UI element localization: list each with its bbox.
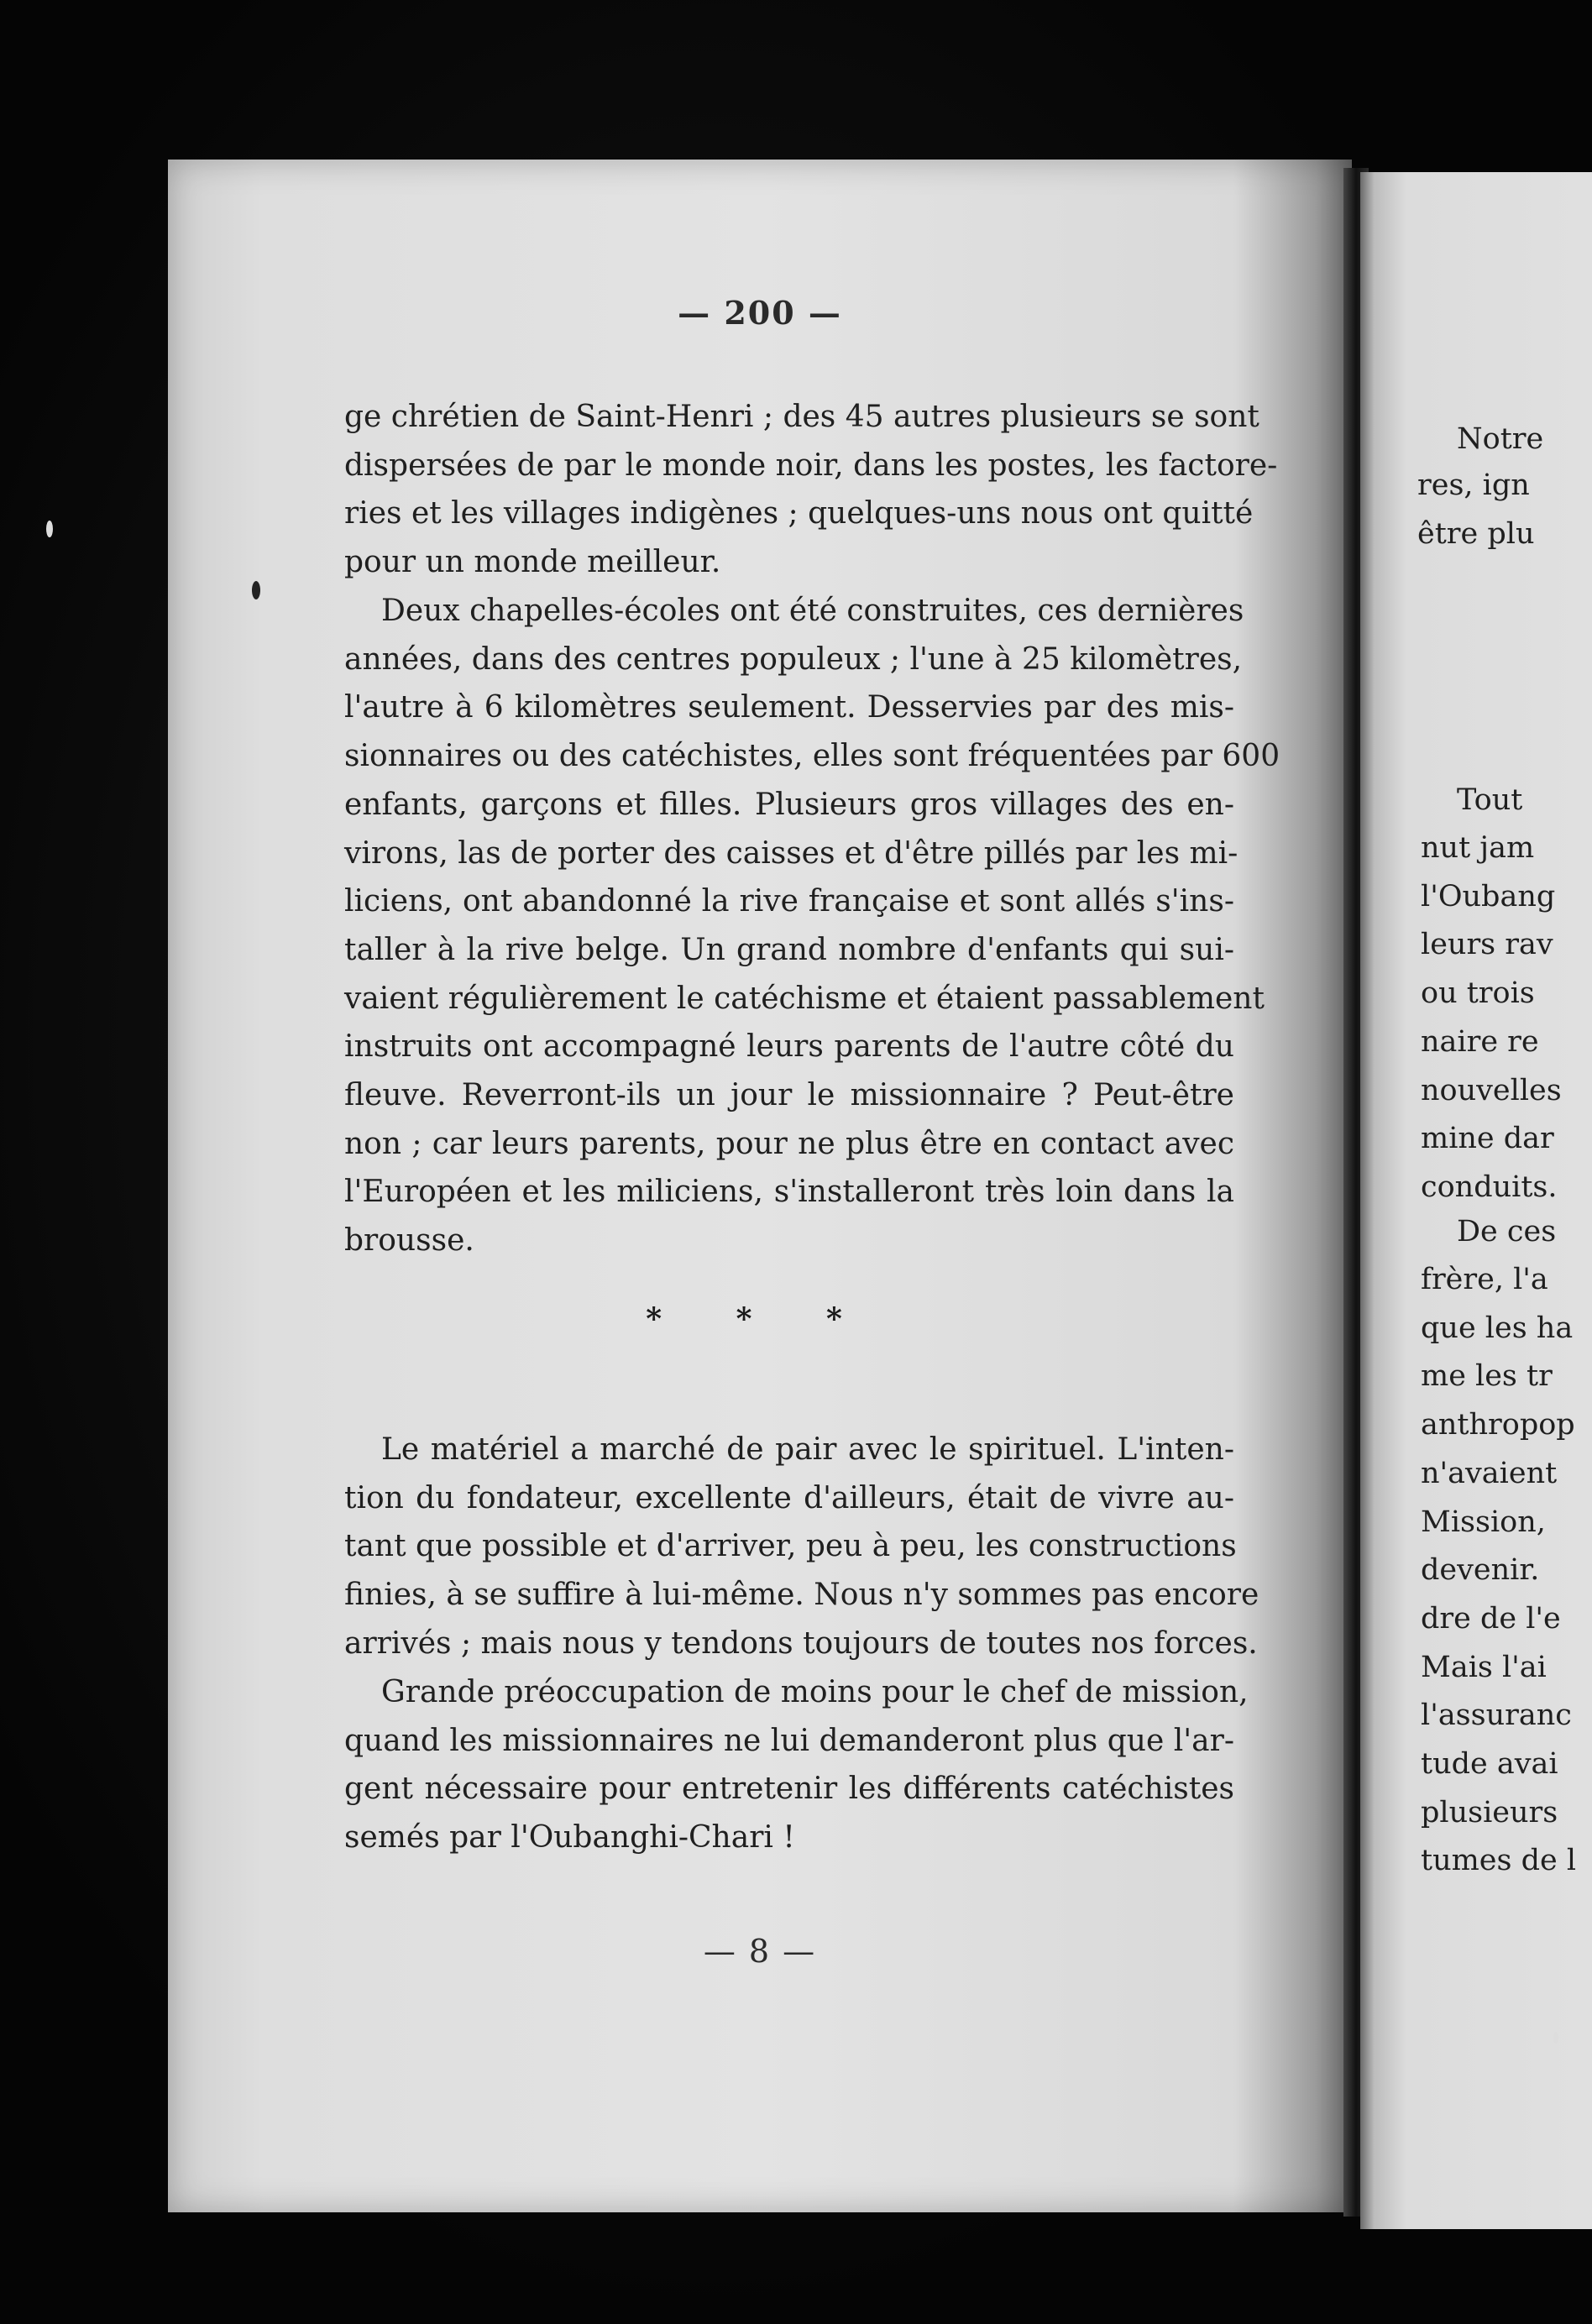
text-line: que les ha: [1421, 1311, 1574, 1345]
text-line: Grande préoccupation de moins pour le chef de mission,: [381, 1675, 1249, 1709]
header-page-number: — 200 —: [678, 294, 842, 332]
text-line: tude avai: [1421, 1747, 1558, 1782]
text-line: naire re: [1421, 1024, 1539, 1059]
right-page: [1360, 172, 1592, 2229]
right-page-para-start: [1457, 777, 1592, 825]
text-line: mine dar: [1421, 1122, 1554, 1156]
text-line: n'avaient: [1421, 1456, 1558, 1490]
text-line: l'Européen et les miliciens, s'installeront très loin dans la: [344, 1175, 1234, 1210]
text-line: non ; car leurs parents, pour ne plus être en contact avec: [344, 1126, 1234, 1161]
paragraph-1: [344, 393, 1278, 587]
text-line: tumes de l: [1421, 1844, 1577, 1878]
text-line: plusieurs: [1421, 1795, 1558, 1829]
text-line: ries et les villages indigènes ; quelques-uns nous ont quitté: [344, 496, 1254, 531]
text-line: ge chrétien de Saint-Henri ; des 45 autres plusieurs se sont: [344, 400, 1259, 434]
section-separator: * * *: [646, 1301, 874, 1337]
text-line: liciens, ont abandonné la rive française et sont allés s'ins-: [344, 884, 1234, 919]
right-page-para-2: [1457, 1208, 1592, 1257]
text-line: res, ign: [1417, 468, 1530, 502]
text-line: me les tr: [1421, 1359, 1553, 1394]
text-line: vaient régulièrement le catéchisme et étaient passablement: [344, 981, 1265, 1016]
text-line: Notre: [1457, 422, 1544, 456]
text-line: l'autre à 6 kilomètres seulement. Desservies par des mis-: [344, 690, 1234, 725]
text-line: De ces: [1457, 1215, 1557, 1248]
text-line: tion du fondateur, excellente d'ailleurs, était de vivre au-: [344, 1480, 1234, 1515]
text-line: Le matériel a marché de pair avec le spirituel. L'inten-: [381, 1432, 1234, 1467]
right-page-top-block-2: [1417, 462, 1592, 558]
text-line: être plu: [1417, 516, 1535, 551]
text-line: conduits.: [1421, 1170, 1558, 1204]
text-line: semés par l'Oubanghi-Chari !: [344, 1820, 795, 1856]
text-line: taller à la rive belge. Un grand nombre d'enfants qui sui-: [344, 932, 1234, 967]
paragraph-3: [344, 1426, 1259, 1668]
text-line: finies, à se suffire à lui-même. Nous n'y sommes pas encore: [344, 1578, 1259, 1613]
text-line: Tout: [1457, 783, 1523, 817]
left-page: [168, 160, 1352, 2212]
text-line: anthropop: [1421, 1408, 1575, 1442]
text-line: frère, l'a: [1421, 1263, 1548, 1296]
text-line: Deux chapelles-écoles ont été construites, ces dernières: [381, 594, 1244, 628]
dust-speck: [252, 581, 260, 599]
text-line: années, dans des centres populeux ; l'une à 25 kilomètres,: [344, 641, 1243, 677]
text-line: Mission,: [1421, 1505, 1546, 1539]
text-line: gent nécessaire pour entretenir les différents catéchistes: [344, 1772, 1234, 1807]
text-line: ou trois: [1421, 976, 1535, 1011]
text-line: Mais l'ai: [1421, 1650, 1547, 1684]
dust-speck: [46, 521, 53, 537]
text-line: arrivés ; mais nous y tendons toujours de toutes nos forces.: [344, 1625, 1258, 1661]
text-line: dispersées de par le monde noir, dans les postes, les factore-: [344, 448, 1278, 483]
text-line: instruits ont accompagné leurs parents de l'autre côté du: [344, 1029, 1234, 1065]
text-line: l'assuranc: [1421, 1699, 1572, 1733]
text-line: sionnaires ou des catéchistes, elles sont fréquentées par 600: [344, 739, 1280, 774]
text-line: nut jam: [1421, 831, 1535, 865]
text-line: enfants, garçons et filles. Plusieurs gros villages des en-: [344, 787, 1234, 822]
text-line: devenir.: [1421, 1553, 1540, 1588]
text-line: nouvelles: [1421, 1073, 1562, 1107]
right-page-top-block: [1457, 416, 1592, 464]
text-line: tant que possible et d'arriver, peu à peu, les constructions: [344, 1529, 1237, 1564]
text-line: fleuve. Reverront-ils un jour le missionnaire ? Peut-être: [344, 1078, 1234, 1113]
text-line: brousse.: [344, 1223, 474, 1259]
paragraph-2: [344, 587, 1280, 1265]
text-line: virons, las de porter des caisses et d'être pillés par les mi-: [344, 835, 1239, 871]
text-line: dre de l'e: [1421, 1601, 1561, 1636]
text-line: quand les missionnaires ne lui demanderont plus que l'ar-: [344, 1723, 1234, 1758]
dust-speck: [1553, 2032, 1558, 2044]
right-page-body: [1421, 824, 1592, 1212]
paragraph-4: [344, 1668, 1249, 1862]
right-page-body-2: [1421, 1256, 1592, 1886]
text-line: leurs rav: [1421, 928, 1553, 962]
text-line: l'Oubang: [1421, 879, 1556, 913]
text-line: pour un monde meilleur.: [344, 545, 721, 580]
footer-page-number: — 8 —: [703, 1933, 817, 1970]
